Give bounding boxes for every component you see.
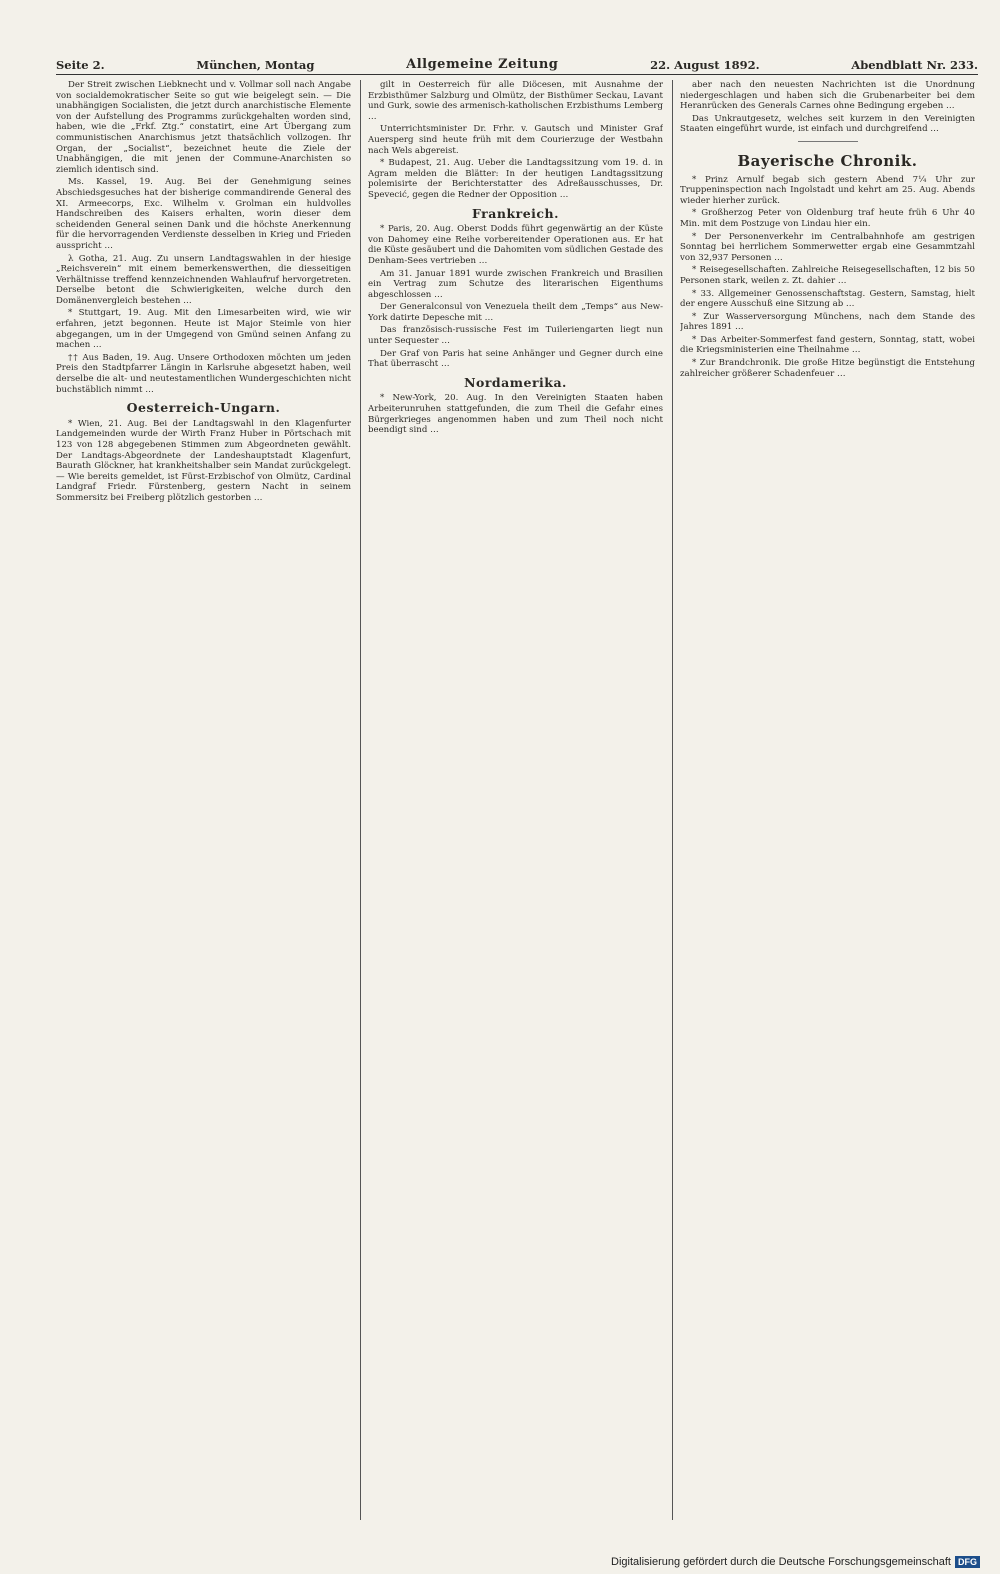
article-paragraph: Das Unkrautgesetz, welches seit kurzem in den Vereinigten Staaten eingeführt wurde, ist einfach und durchgreifend … xyxy=(680,113,975,135)
column-divider xyxy=(672,80,673,1520)
article-paragraph: * Budapest, 21. Aug. Ueber die Landtagssitzung vom 19. d. in Agram melden die Blätter: In der heutigen Landtagssitzung polemisirte der Berichterstatter des Adreßausschusses, Dr. Spevecić, gegen die Redner der Opposition … xyxy=(368,158,663,200)
section-heading: Bayerische Chronik. xyxy=(737,151,918,170)
article-paragraph: * Prinz Arnulf begab sich gestern Abend 7¼ Uhr zur Truppeninspection nach Ingolstadt und kehrt am 25. Aug. Abends wieder hierher zurück. xyxy=(680,174,975,206)
dfg-logo: DFG xyxy=(955,1556,980,1568)
newspaper-page xyxy=(56,52,978,1548)
article-paragraph: * New-York, 20. Aug. In den Vereinigten Staaten haben Arbeiterunruhen stattgefunden, die zum Theil die Gefahr eines Bürgerkrieges angenommen haben und zum Theil noch nicht beendigt sind … xyxy=(368,393,663,436)
section-separator xyxy=(798,141,858,142)
column-middle xyxy=(368,80,663,1520)
column-left xyxy=(56,80,351,1520)
column-divider xyxy=(360,80,361,1520)
article-paragraph: * Das Arbeiter-Sommerfest fand gestern, Sonntag, statt, wobei die Kriegsministerien eine Theilnahme … xyxy=(680,334,975,356)
digitization-footer xyxy=(611,1556,980,1568)
article-paragraph: Der Generalconsul von Venezuela theilt dem „Temps“ aus New-York datirte Depesche mit … xyxy=(368,302,663,323)
footer-text: Digitalisierung gefördert durch die Deutsche Forschungsgemeinschaft xyxy=(611,1556,951,1568)
article-paragraph: Der Streit zwischen Liebknecht und v. Vollmar soll nach Angabe von socialdemokratischer Seite so gut wie beigelegt sein. — Die unabhängigen Socialisten, die jetzt durch anarchistische Elemente von der Aufstellung des Programms zurückgehalten worden sind, haben, wie die „Frkf. Ztg.“ constatirt, eine Art Übergang zum communistischen Anarchismus jetzt thatsächlich vollzogen. Ihr Organ, der „Socialist“, bezeichnet heute die Ziele der Unabhängigen, die mit jenen der Commune-Anarchisten so ziemlich identisch sind. xyxy=(56,80,351,175)
article-paragraph: * Zur Wasserversorgung Münchens, nach dem Stande des Jahres 1891 … xyxy=(680,311,975,333)
article-paragraph: * Großherzog Peter von Oldenburg traf heute früh 6 Uhr 40 Min. mit dem Postzuge von Lindau hier ein. xyxy=(680,208,975,229)
article-paragraph: Das französisch-russische Fest im Tuileriengarten liegt nun unter Sequester … xyxy=(368,325,663,347)
article-paragraph: * Reisegesellschaften. Zahlreiche Reisegesellschaften, 12 bis 50 Personen stark, weilen z. Zt. dahier … xyxy=(680,265,975,286)
column-right xyxy=(680,80,975,1520)
article-paragraph: †† Aus Baden, 19. Aug. Unsere Orthodoxen möchten um jeden Preis den Stadtpfarrer Längin in Karlsruhe abgesetzt haben, weil derselbe die alt- und neutestamentlichen Wundergeschichten nicht buchstäblich nimmt … xyxy=(56,352,351,395)
page-number: Seite 2. xyxy=(56,58,105,72)
article-paragraph: Am 31. Januar 1891 wurde zwischen Frankreich und Brasilien ein Vertrag zum Schutze des literarischen Eigenthums abgeschlossen … xyxy=(368,268,663,300)
article-paragraph: * Paris, 20. Aug. Oberst Dodds führt gegenwärtig an der Küste von Dahomey eine Reihe vorbereitender Operationen aus. Er hat die Küste gesäubert und die Dahomiten vom südlichen Gestade des Denham-Sees vertrieben … xyxy=(368,224,663,266)
article-paragraph: * Der Personenverkehr im Centralbahnhofe am gestrigen Sonntag bei herrlichem Sommerwetter ergab eine Gesammtzahl von 32,937 Personen … xyxy=(680,231,975,263)
article-paragraph: gilt in Oesterreich für alle Diöcesen, mit Ausnahme der Erzbisthümer Salzburg und Olmütz, der Bisthümer Seckau, Lavant und Gurk, sowie des armenisch-katholischen Erzbisthums Lemberg … xyxy=(368,80,663,122)
article-paragraph: * Wien, 21. Aug. Bei der Landtagswahl in den Klagenfurter Landgemeinden wurde der Wirth Franz Huber in Pörtschach mit 123 von 128 abgegebenen Stimmen zum Abgeordneten gewählt. Der Landtags-Abgeordnete der Landeshauptstadt Klagenfurt, Baurath Glöckner, hat krankheitshalber sein Mandat zurückgelegt. — Wie bereits gemeldet, ist Fürst-Erzbischof von Olmütz, Cardinal Landgraf Friedr. Fürstenberg, gestern Nacht in seinem Sommersitz bei Freiberg plötzlich gestorben … xyxy=(56,418,351,503)
place-day: München, Montag xyxy=(196,58,315,72)
section-heading: Frankreich. xyxy=(472,205,559,221)
article-paragraph: Der Graf von Paris hat seine Anhänger und Gegner durch eine That überrascht … xyxy=(368,348,663,370)
section-heading: Nordamerika. xyxy=(464,374,567,390)
article-paragraph: λ Gotha, 21. Aug. Zu unsern Landtagswahlen in der hiesige „Reichsverein“ mit einem bemerkenswerthen, die diesseitigen Verhältnisse treffend kennzeichnenden Wahlaufruf hervorgetreten. Derselbe betont die Schwierigkeiten, welche durch den Domänenvergleich bestehen … xyxy=(56,253,351,306)
page-header xyxy=(56,52,978,72)
article-paragraph: Unterrichtsminister Dr. Frhr. v. Gautsch und Minister Graf Auersperg sind heute früh mit dem Courierzuge der Westbahn nach Wels abgereist. xyxy=(368,124,663,156)
edition-label: Abendblatt Nr. 233. xyxy=(851,58,978,72)
issue-date: 22. August 1892. xyxy=(650,58,760,72)
article-paragraph: * Zur Brandchronik. Die große Hitze begünstigt die Entstehung zahlreicher größerer Schadenfeuer … xyxy=(680,358,975,379)
newspaper-title: Allgemeine Zeitung xyxy=(406,57,559,72)
article-paragraph: * Stuttgart, 19. Aug. Mit den Limesarbeiten wird, wie wir erfahren, jetzt begonnen. Heute ist Major Steimle von hier abgegangen, um in der Umgegend von Gmünd seinen Anfang zu machen … xyxy=(56,308,351,351)
article-paragraph: * 33. Allgemeiner Genossenschaftstag. Gestern, Samstag, hielt der engere Ausschuß eine Sitzung ab … xyxy=(680,288,975,310)
section-heading: Oesterreich-Ungarn. xyxy=(126,400,281,416)
header-rule xyxy=(56,74,978,75)
article-paragraph: Ms. Kassel, 19. Aug. Bei der Genehmigung seines Abschiedsgesuches hat der bisherige commandirende General des XI. Armeecorps, Exc. Wilhelm v. Grolman ein huldvolles Handschreiben des Kaisers erhalten, worin dieser dem scheidenden General seinen Dank und die höchste Anerkennung für die hervorragenden Verdienste desselben in Krieg und Frieden ausspricht … xyxy=(56,177,351,251)
article-paragraph: aber nach den neuesten Nachrichten ist die Unordnung niedergeschlagen und haben sich die Grubenarbeiter bei dem Heranrücken des Generals Carnes ohne Bedingung ergeben … xyxy=(680,80,975,112)
